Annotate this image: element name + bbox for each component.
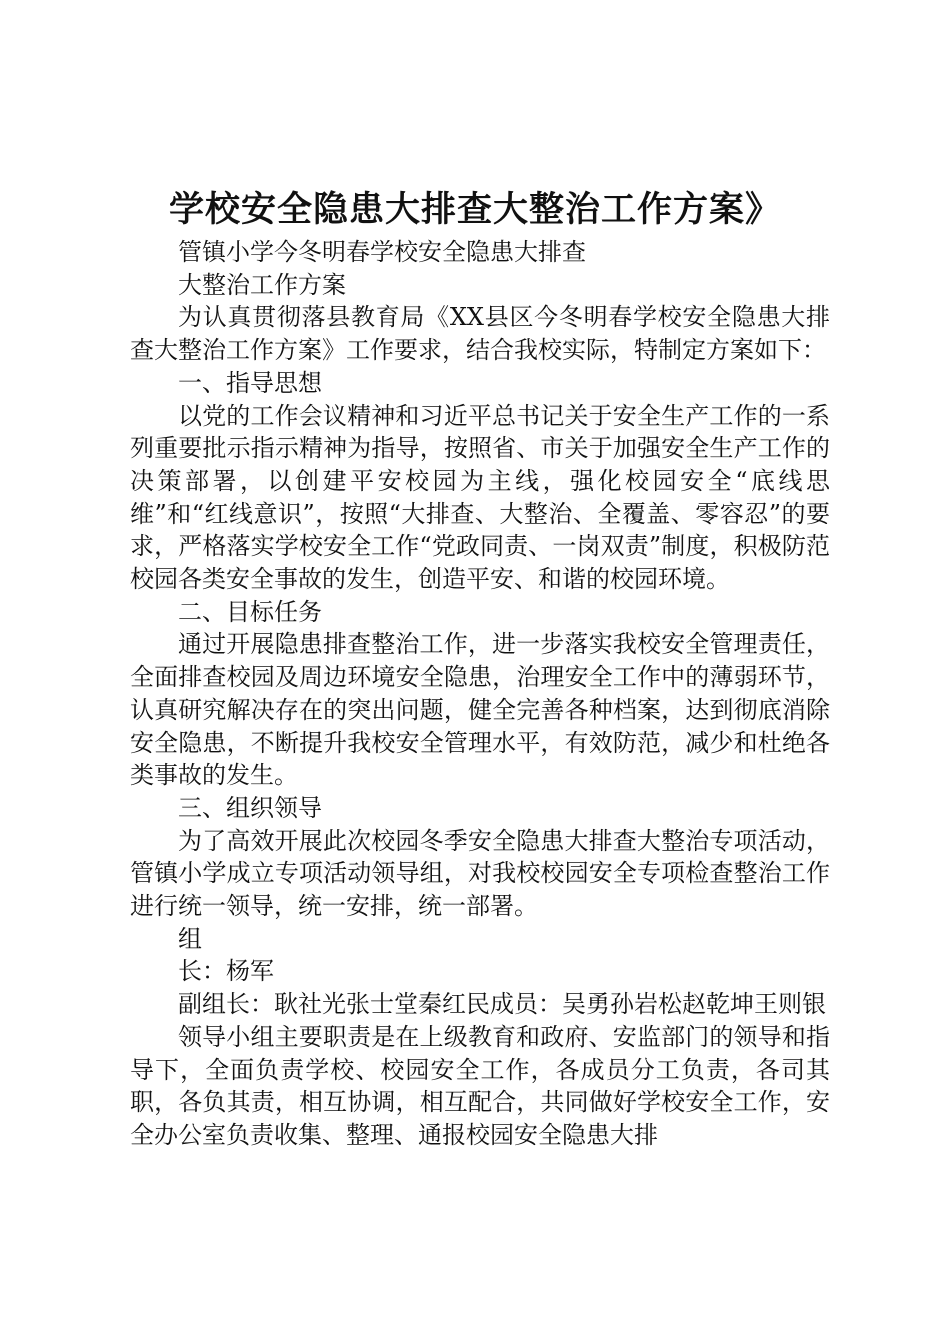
document-title: 学校安全隐患大排查大整治工作方案》 bbox=[168, 189, 781, 230]
section-paragraph-2: 通过开展隐患排查整治工作，进一步落实我校安全管理责任，全面排查校园及周边环境安全隐患，治理安全工作中的薄弱环节，认真研究解决存在的突出问题，健全完善各种档案，达到彻底消除安全隐患，不断提升我校安全管理水平，有效防范，减少和杜绝各类事故的发生。 bbox=[130, 630, 830, 790]
subtitle-line-2: 大整治工作方案 bbox=[178, 270, 346, 299]
section-heading-2: 二、目标任务 bbox=[178, 597, 322, 626]
intro-paragraph: 为认真贯彻落县教育局《XX县区今冬明春学校安全隐患大排查大整治工作方案》工作要求，结合我校实际，特制定方案如下： bbox=[130, 303, 830, 365]
leader-label-line-2: 长：杨军 bbox=[178, 957, 274, 986]
deputy-members-paragraph: 副组长：耿社光张士堂秦红民成员：吴勇孙岩松赵乾坤王则银 bbox=[178, 990, 826, 1019]
section-paragraph-1: 以党的工作会议精神和习近平总书记关于安全生产工作的一系列重要批示指示精神为指导，按照省、市关于加强安全生产工作的决策部署，以创建平安校园为主线，强化校园安全“底线思维”和“红线意识”，按照“大排查、大整治、全覆盖、零容忍”的要求，严格落实学校安全工作“党政同责、一岗双责”制度，积极防范校园各类安全事故的发生，创造平安、和谐的校园环境。 bbox=[130, 401, 830, 594]
subtitle-line-1: 管镇小学今冬明春学校安全隐患大排查 bbox=[178, 238, 586, 266]
duties-paragraph: 领导小组主要职责是在上级教育和政府、安监部门的领导和指导下，全面负责学校、校园安全工作，各成员分工负责，各司其职，各负其责，相互协调，相互配合，共同做好学校安全工作，安全办公室负责收集、整理、通报校园安全隐患大排 bbox=[130, 1022, 830, 1149]
section-heading-1: 一、指导思想 bbox=[178, 368, 322, 397]
leader-label-line-1: 组 bbox=[178, 924, 202, 953]
section-paragraph-3: 为了高效开展此次校园冬季安全隐患大排查大整治专项活动，管镇小学成立专项活动领导组，对我校校园安全专项检查整治工作进行统一领导，统一安排，统一部署。 bbox=[130, 826, 830, 921]
document-body bbox=[130, 236, 830, 1152]
section-heading-3: 三、组织领导 bbox=[178, 793, 322, 822]
